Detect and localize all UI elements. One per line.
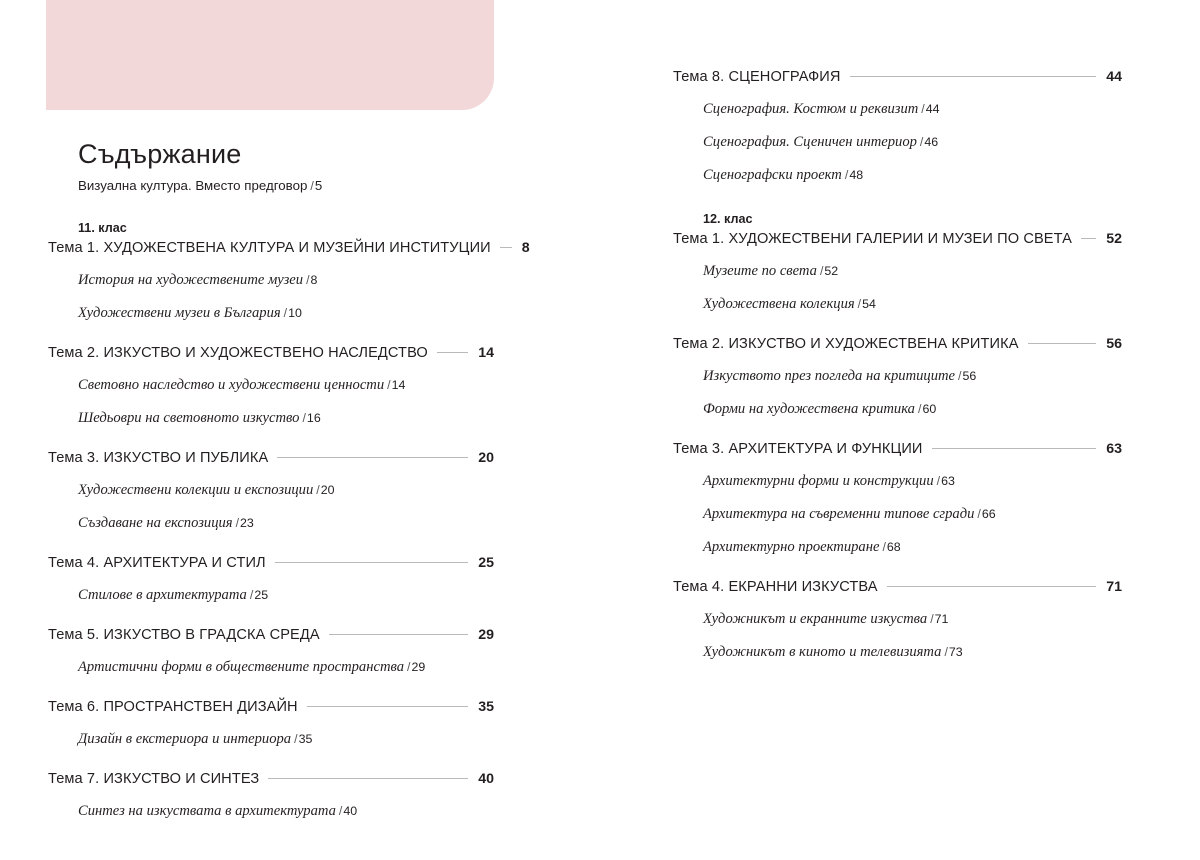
toc-subentry-title: Артистични форми в обществените пространства (78, 659, 405, 676)
toc-leader-line (329, 634, 469, 635)
toc-subentry-separator: / (306, 273, 310, 288)
toc-subentry-title: Създаване на експозиция (78, 515, 233, 532)
toc-preface-separator: / (310, 179, 314, 193)
toc-subentry[interactable] (703, 642, 1122, 662)
toc-subentry[interactable] (78, 303, 494, 323)
toc-subentry-separator: / (844, 168, 849, 182)
toc-subentry-title: История на художествените музеи (78, 272, 304, 289)
toc-leader-line (1028, 343, 1097, 344)
toc-subentry[interactable] (78, 375, 494, 395)
toc-subentry[interactable] (78, 585, 494, 605)
toc-chapter-row[interactable] (673, 231, 1122, 247)
toc-subentry-separator: / (936, 474, 941, 489)
toc-subentry-separator: / (857, 297, 862, 312)
toc-chapter-title: Тема 5. ИЗКУСТВО В ГРАДСКА СРЕДА (48, 627, 320, 644)
toc-preface-page: 5 (314, 178, 323, 193)
toc-subentry-separator: / (387, 378, 391, 393)
toc-chapter-row[interactable] (673, 336, 1122, 352)
toc-subentry-page: 52 (824, 264, 839, 279)
toc-subentry-page: 8 (310, 273, 318, 288)
toc-subentry-separator: / (921, 102, 925, 116)
toc-grade-label: 12. клас (703, 212, 753, 226)
toc-chapter-row[interactable] (48, 555, 494, 571)
toc-subentry-page: 48 (849, 168, 864, 182)
toc-subentry-page: 60 (922, 402, 937, 417)
toc-preface-entry[interactable] (78, 178, 494, 194)
toc-chapter-page: 71 (1106, 579, 1122, 596)
toc-chapter-page: 29 (478, 627, 494, 644)
toc-leader-line (932, 448, 1097, 449)
toc-subentry-page: 68 (886, 540, 901, 555)
toc-subentry-title: Художествена колекция (703, 296, 855, 313)
toc-subentry[interactable] (703, 294, 1122, 314)
toc-subentry[interactable] (703, 165, 1122, 185)
toc-subentry-title: Изкуството през погледа на критиците (703, 368, 956, 385)
toc-subentry-page: 25 (254, 588, 269, 603)
toc-subentry-page: 23 (240, 516, 254, 531)
toc-subentry[interactable] (78, 801, 494, 821)
toc-chapter-row[interactable] (48, 345, 494, 361)
toc-chapter-row[interactable] (673, 441, 1122, 457)
toc-subentry-separator: / (294, 732, 298, 747)
toc-subentry-separator: / (302, 411, 306, 426)
toc-grade-label: 11. клас (78, 220, 127, 235)
toc-chapter-title: Тема 4. ЕКРАННИ ИЗКУСТВА (673, 579, 878, 596)
toc-column-left-inner (48, 0, 530, 821)
page-title: Съдържание (78, 139, 242, 170)
toc-subentry-page: 20 (320, 483, 335, 498)
toc-chapter-row[interactable] (48, 240, 530, 257)
toc-subentry-separator: / (919, 135, 924, 149)
toc-chapter-page: 35 (478, 699, 494, 716)
toc-subentry-separator: / (407, 660, 411, 675)
toc-chapter-row[interactable] (673, 69, 1122, 85)
toc-subentry-title: Сценография. Костюм и реквизит (703, 101, 919, 117)
toc-subentry-page: 40 (343, 804, 358, 819)
toc-subentry-separator: / (316, 483, 320, 498)
toc-column-left (48, 0, 530, 821)
toc-subentry-title: Архитектурни форми и конструкции (703, 473, 934, 490)
toc-subentry-page: 46 (924, 135, 939, 149)
toc-chapter-page: 8 (521, 240, 530, 257)
toc-subentry-title: Сценографски проект (703, 167, 842, 183)
toc-chapter-page: 63 (1106, 441, 1122, 458)
toc-chapter-page: 14 (478, 345, 494, 362)
toc-subentry-page: 35 (298, 732, 313, 747)
toc-subentry[interactable] (78, 657, 494, 677)
toc-subentry[interactable] (78, 513, 494, 533)
toc-chapter-title: Тема 4. АРХИТЕКТУРА И СТИЛ (48, 555, 266, 572)
toc-subentry-title: Художникът в киното и телевизията (703, 644, 942, 661)
toc-subentry-title: Шедьоври на световното изкуство (78, 410, 300, 427)
toc-chapter-page: 56 (1106, 336, 1122, 353)
toc-chapter-title: Тема 2. ИЗКУСТВО И ХУДОЖЕСТВЕНА КРИТИКА (673, 336, 1019, 353)
toc-subentry-title: Художествени музеи в България (78, 305, 281, 322)
toc-chapter-page: 44 (1106, 69, 1122, 85)
toc-subentry[interactable] (703, 471, 1122, 491)
toc-preface-title: Визуална култура. Вместо предговор (78, 178, 308, 193)
toc-subentry-page: 10 (288, 306, 302, 321)
toc-subentry-separator: / (944, 645, 948, 660)
toc-subentry[interactable] (703, 399, 1122, 419)
toc-subentry-title: Форми на художествена критика (703, 401, 915, 418)
toc-subentry-page: 16 (306, 411, 321, 426)
toc-subentry-separator: / (338, 804, 343, 819)
toc-subentry[interactable] (78, 270, 494, 290)
toc-leader-line (437, 352, 468, 353)
toc-subentry[interactable] (703, 537, 1122, 557)
toc-leader-line (1081, 238, 1096, 239)
toc-subentry-separator: / (819, 264, 824, 279)
toc-leader-line (275, 562, 468, 563)
toc-subentry-page: 29 (411, 660, 426, 675)
toc-subentry-separator: / (249, 588, 254, 603)
toc-chapter-row[interactable] (48, 771, 494, 787)
toc-subentry-page: 56 (962, 369, 977, 384)
toc-subentry[interactable] (703, 132, 1122, 152)
toc-subentry-page: 14 (391, 378, 406, 393)
toc-subentry[interactable] (78, 729, 494, 749)
toc-subentry-page: 54 (862, 297, 876, 312)
toc-chapter-row[interactable] (48, 699, 494, 715)
toc-subentry-title: Стилове в архитектурата (78, 587, 247, 604)
toc-chapter-title: Тема 6. ПРОСТРАНСТВЕН ДИЗАЙН (48, 699, 298, 716)
toc-column-right (673, 0, 1122, 662)
toc-subentry-page: 44 (925, 102, 940, 116)
toc-subentry-title: Архитектурно проектиране (703, 539, 880, 556)
toc-subentry-title: Синтез на изкуствата в архитектурата (78, 803, 336, 820)
toc-subentry-title: Световно наследство и художествени ценности (78, 377, 385, 394)
toc-chapter-page: 52 (1106, 231, 1122, 248)
toc-subentry-title: Сценография. Сценичен интериор (703, 134, 917, 150)
toc-subentry-page: 66 (981, 507, 996, 522)
toc-leader-line (500, 247, 512, 248)
toc-chapter-page: 20 (478, 450, 494, 467)
toc-chapter-page: 40 (478, 771, 494, 788)
toc-chapter-page: 25 (478, 555, 494, 572)
toc-subentry[interactable] (703, 504, 1122, 524)
toc-chapter-row[interactable] (48, 450, 494, 466)
toc-subentry-separator: / (917, 402, 922, 417)
toc-subentry-page: 71 (934, 612, 949, 627)
toc-subentry-title: Художествени колекции и експозиции (78, 482, 314, 499)
toc-chapter-row[interactable] (48, 627, 494, 643)
toc-subentry[interactable] (703, 366, 1122, 386)
toc-chapter-row[interactable] (673, 579, 1122, 595)
toc-subentry-separator: / (882, 540, 886, 555)
toc-chapter-title: Тема 3. АРХИТЕКТУРА И ФУНКЦИИ (673, 441, 923, 458)
toc-subentry-separator: / (930, 612, 934, 627)
toc-subentry-separator: / (977, 507, 981, 522)
toc-leader-line (277, 457, 468, 458)
toc-subentry-title: Дизайн в екстериора и интериора (78, 731, 292, 748)
toc-chapter-title: Тема 1. ХУДОЖЕСТВЕНА КУЛТУРА И МУЗЕЙНИ ИНСТИТУЦИИ (48, 240, 491, 257)
toc-subentry-title: Архитектура на съвременни типове сгради (703, 506, 975, 523)
toc-leader-line (887, 586, 1097, 587)
toc-subentry-title: Музеите по света (703, 263, 817, 280)
toc-chapter-title: Тема 2. ИЗКУСТВО И ХУДОЖЕСТВЕНО НАСЛЕДСТВО (48, 345, 428, 362)
toc-chapter-title: Тема 8. СЦЕНОГРАФИЯ (673, 69, 841, 85)
toc-subentry[interactable] (703, 99, 1122, 119)
toc-subentry-page: 63 (941, 474, 955, 489)
toc-subentry-title: Художникът и екранните изкуства (703, 611, 928, 628)
toc-chapter-title: Тема 3. ИЗКУСТВО И ПУБЛИКА (48, 450, 269, 467)
toc-chapter-title: Тема 1. ХУДОЖЕСТВЕНИ ГАЛЕРИИ И МУЗЕИ ПО СВЕТА (673, 231, 1072, 248)
toc-subentry[interactable] (78, 480, 494, 500)
toc-leader-line (268, 778, 468, 779)
toc-subentry[interactable] (703, 261, 1122, 281)
toc-subentry-separator: / (283, 306, 288, 321)
toc-leader-line (850, 76, 1097, 77)
toc-subentry[interactable] (78, 408, 494, 428)
toc-leader-line (307, 706, 469, 707)
toc-subentry-page: 73 (948, 645, 963, 660)
toc-chapter-title: Тема 7. ИЗКУСТВО И СИНТЕЗ (48, 771, 260, 788)
toc-column-right-inner (673, 0, 1122, 662)
toc-subentry-separator: / (958, 369, 962, 384)
toc-subentry[interactable] (703, 609, 1122, 629)
toc-subentry-separator: / (235, 516, 240, 531)
